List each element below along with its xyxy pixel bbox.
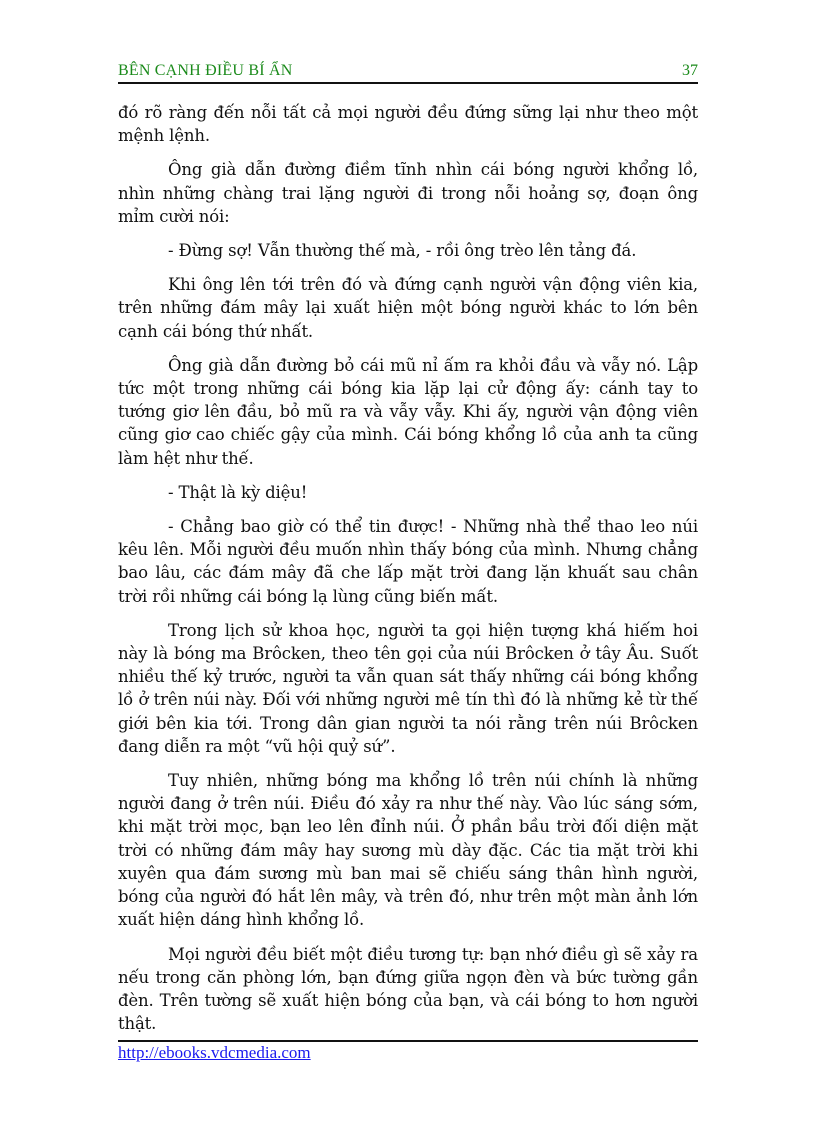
page-header (118, 58, 698, 82)
paragraph: Trong lịch sử khoa học, người ta gọi hiện tượng khá hiếm hoi này là bóng ma Brôcken, theo tên gọi của núi Brôcken ở tây Âu. Suốt nhiều thế kỷ trước, người ta vẫn quan sát thấy những cái bóng khổng lồ ở trên núi này. Đối với những người mê tín thì đó là những kẻ từ thế giới bên kia tới. Trong dân gian người ta nói rằng trên núi Brôcken đang diễn ra một “vũ hội quỷ sứ”. (118, 620, 698, 756)
paragraph-dialogue: - Thật là kỳ diệu! (168, 482, 308, 502)
header-divider (118, 82, 698, 84)
body-text (118, 101, 698, 1046)
running-title: BÊN CẠNH ĐIỀU BÍ ẨN (118, 62, 293, 79)
page-number: 37 (682, 62, 698, 79)
paragraph-continuation: đó rõ ràng đến nỗi tất cả mọi người đều đứng sững lại như theo một mệnh lệnh. (118, 103, 698, 146)
paragraph-dialogue: - Chẳng bao giờ có thể tin được! - Những nhà thể thao leo núi kêu lên. Mỗi người đều muốn nhìn thấy bóng của mình. Nhưng chẳng bao lâu, các đám mây đã che lấp mặt trời đang lặn khuất sau chân trời rồi những cái bóng lạ lùng cũng biến mất. (118, 517, 698, 606)
paragraph-dialogue: - Đừng sợ! Vẫn thường thế mà, - rồi ông trèo lên tảng đá. (168, 241, 637, 261)
paragraph: Tuy nhiên, những bóng ma khổng lồ trên núi chính là những người đang ở trên núi. Điều đó xảy ra như thế này. Vào lúc sáng sớm, khi mặt trời mọc, bạn leo lên đỉnh núi. Ở phần bầu trời đối diện mặt trời có những đám mây hay sương mù dày đặc. Các tia mặt trời khi xuyên qua đám sương mù ban mai sẽ chiếu sáng thân hình người, bóng của người đó hắt lên mây, và trên đó, như trên một màn ảnh lớn xuất hiện dáng hình khổng lồ. (118, 771, 698, 930)
paragraph: Ông già dẫn đường điềm tĩnh nhìn cái bóng người khổng lồ, nhìn những chàng trai lặng người đi trong nỗi hoảng sợ, đoạn ông mỉm cười nói: (118, 160, 698, 226)
paragraph: Khi ông lên tới trên đó và đứng cạnh người vận động viên kia, trên những đám mây lại xuất hiện một bóng người khác to lớn bên cạnh cái bóng thứ nhất. (118, 275, 698, 341)
footer-website-link[interactable]: http://ebooks.vdcmedia.com (118, 1043, 311, 1062)
paragraph: Ông già dẫn đường bỏ cái mũ nỉ ấm ra khỏi đầu và vẫy nó. Lập tức một trong những cái bóng kia lặp lại cử động ấy: cánh tay to tướng giơ lên đầu, bỏ mũ ra và vẫy vẫy. Khi ấy, người vận động viên cũng giơ cao chiếc gậy của mình. Cái bóng khổng lồ của anh ta cũng làm hệt như thế. (118, 355, 698, 468)
paragraph: Mọi người đều biết một điều tương tự: bạn nhớ điều gì sẽ xảy ra nếu trong căn phòng lớn, bạn đứng giữa ngọn đèn và bức tường gần đèn. Trên tường sẽ xuất hiện bóng của bạn, và cái bóng to hơn người thật. (118, 944, 698, 1034)
footer-divider (118, 1040, 698, 1042)
